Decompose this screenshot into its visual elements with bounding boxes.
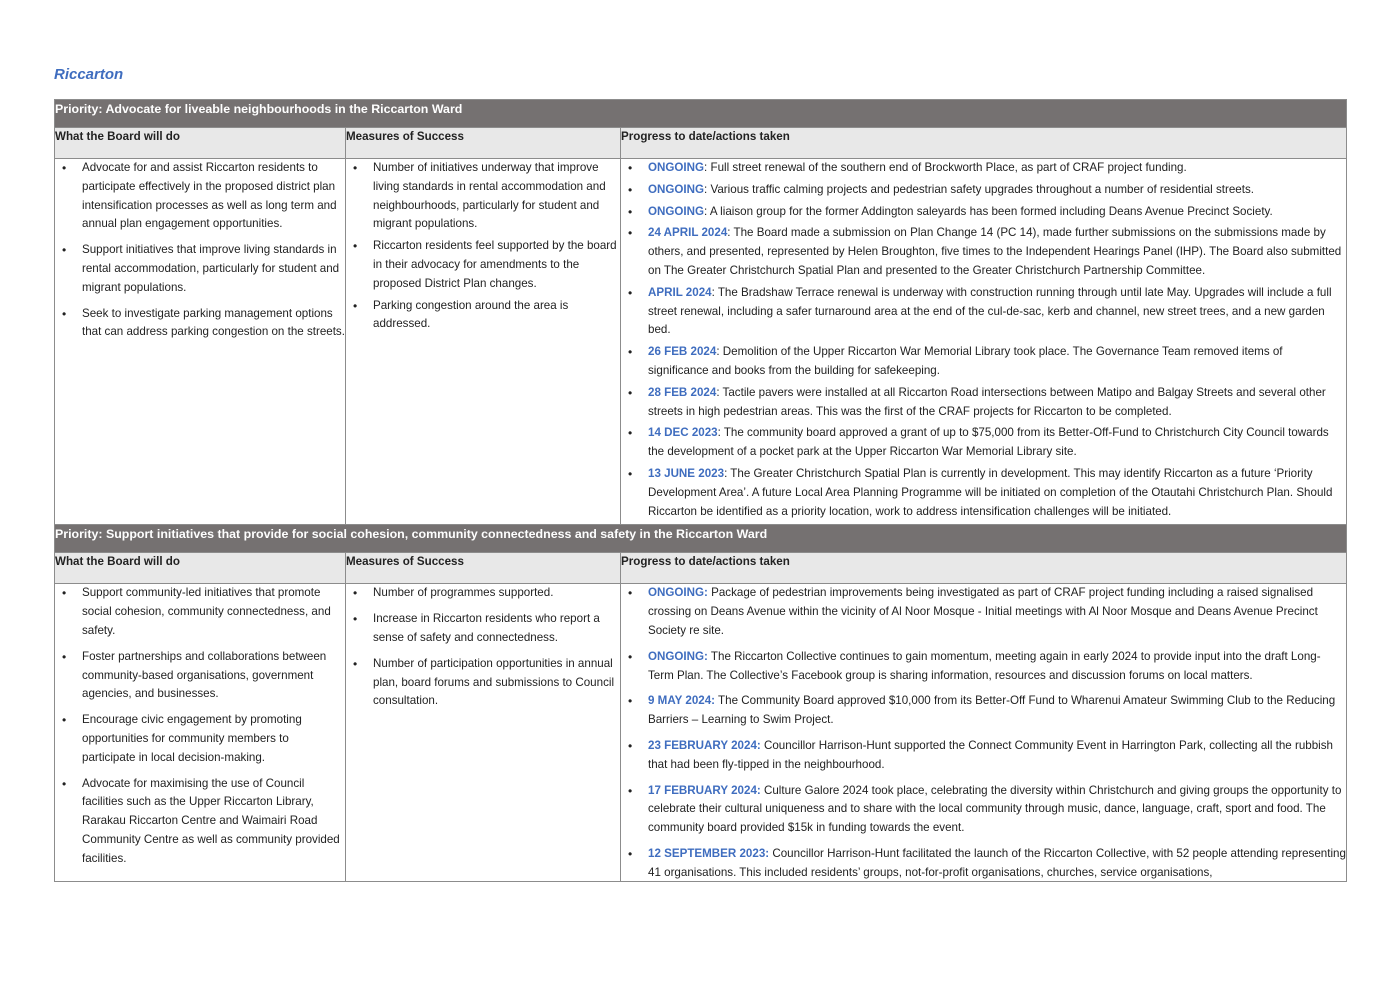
progress-item (621, 343, 1346, 381)
list-item: • Parking congestion around the area is addressed. (346, 297, 620, 335)
progress-item (621, 465, 1346, 521)
list-item: • Foster partnerships and collaborations between community-based organisations, government agencies, and businesses. (55, 648, 345, 704)
list-item: • Support initiatives that improve living standards in rental accommodation, particularly for student and migrant populations. (55, 241, 345, 297)
progress-item (621, 584, 1346, 640)
measures-list (346, 584, 620, 711)
priority-body-row (55, 159, 1347, 525)
column-header-progress: Progress to date/actions taken (621, 128, 1347, 159)
list-item: • Number of programmes supported. (346, 584, 620, 603)
priority-title: Priority: Support initiatives that provide for social cohesion, community connectedness and safety in the Riccarton Ward (55, 525, 1347, 553)
progress-item (621, 424, 1346, 462)
list-item: • Advocate for and assist Riccarton residents to participate effectively in the proposed district plan intensification processes as well as long term and annual plan engagement opportunities. (55, 159, 345, 234)
progress-text: Councillor Harrison-Hunt supported the Connect Community Event in Harrington Park, collecting all the rubbish that had been fly-tipped in the neighbourhood. (648, 738, 1333, 771)
list-item: • Advocate for maximising the use of Council facilities such as the Upper Riccarton Library, Rarakau Riccarton Centre and Waimairi Road Community Centre as well as community provided facilities. (55, 775, 345, 869)
list-item: • Support community-led initiatives that promote social cohesion, community connectedness, and safety. (55, 584, 345, 640)
progress-text: : Full street renewal of the southern end of Brockworth Place, as part of CRAF project funding. (704, 161, 1187, 174)
priority-body-row (55, 584, 1347, 882)
progress-date-tag: 9 MAY 2024: (648, 694, 716, 708)
progress-date-tag: 23 FEBRUARY 2024: (648, 738, 761, 752)
measures-cell (346, 159, 621, 525)
progress-date-tag: 28 FEB 2024 (648, 385, 717, 399)
priorities-table (54, 99, 1347, 882)
progress-item (621, 181, 1346, 200)
progress-item (621, 692, 1346, 730)
progress-item (621, 203, 1346, 222)
progress-item (621, 648, 1346, 686)
what-cell (55, 584, 346, 882)
progress-item (621, 845, 1346, 881)
progress-date-tag: ONGOING: (648, 649, 708, 663)
priority-header (55, 525, 1347, 553)
progress-date-tag: 13 JUNE 2023 (648, 466, 725, 480)
progress-text: : The Bradshaw Terrace renewal is underway with construction running through until late May. Upgrades will include a full street renewal, including a safer turnaround area at the end of the cul-de-sac, kerb and channel, new street trees, and a new garden bed. (648, 285, 1332, 337)
progress-text: : The Board made a submission on Plan Change 14 (PC 14), made further submissions on the submissions made by others, and presented, represented by Helen Broughton, five times to the Independent Hearings Panel (IHP). The Board also submitted on The Greater Christchurch Spatial Plan and presented to the Greater Christchurch Partnership Committee. (648, 226, 1342, 277)
list-item: • Number of initiatives underway that improve living standards in rental accommodation and neighbourhoods, particularly for student and migrant populations. (346, 159, 620, 234)
progress-item (621, 782, 1346, 838)
progress-date-tag: 12 SEPTEMBER 2023: (648, 846, 770, 860)
column-header-row (55, 128, 1347, 159)
column-header-progress: Progress to date/actions taken (621, 553, 1347, 584)
progress-text: : Various traffic calming projects and pedestrian safety upgrades throughout a number of residential streets. (704, 182, 1254, 196)
list-item: • Seek to investigate parking management options that can address parking congestion on the streets. (55, 305, 345, 343)
progress-date-tag: ONGOING (648, 204, 705, 218)
progress-item (621, 159, 1346, 178)
column-header-what: What the Board will do (55, 128, 346, 159)
progress-item (621, 384, 1346, 422)
progress-date-tag: 17 FEBRUARY 2024: (648, 783, 761, 797)
what-cell (55, 159, 346, 525)
progress-item (621, 737, 1346, 775)
what-list (55, 159, 345, 342)
progress-text: : The community board approved a grant of up to $75,000 from its Better-Off-Fund to Christchurch City Council towards the development of a pocket park at the Upper Riccarton War Memorial Library site. (648, 426, 1329, 459)
progress-text: : A liaison group for the former Addington saleyards has been formed including Deans Avenue Precinct Society. (704, 204, 1273, 218)
list-item: • Number of participation opportunities in annual plan, board forums and submissions to Council consultation. (346, 655, 620, 711)
column-header-what: What the Board will do (55, 553, 346, 584)
progress-cell (621, 159, 1347, 525)
column-header-measures: Measures of Success (346, 128, 621, 159)
progress-text: The Community Board approved $10,000 from its Better-Off Fund to Wharenui Amateur Swimming Club to the Reducing Barriers – Learning to Swim Project. (648, 694, 1336, 727)
progress-date-tag: ONGOING (648, 161, 705, 174)
column-header-measures: Measures of Success (346, 553, 621, 584)
progress-date-tag: 26 FEB 2024 (648, 345, 717, 359)
progress-text: Councillor Harrison-Hunt facilitated the launch of the Riccarton Collective, with 52 people attending representing 41 organisations. This included residents’ groups, not-for-profit organisations, churches, service organisations, (648, 846, 1346, 879)
progress-date-tag: ONGOING: (648, 586, 708, 600)
progress-text: : The Greater Christchurch Spatial Plan is currently in development. This may identify Riccarton as a future ‘Priority Development Area’. A future Local Area Planning Programme will be initiated on completion of the Otautahi Christchurch Plan. Should Riccarton be identified as a priority location, work to address intensification challenges will be initiated. (648, 466, 1333, 518)
what-list (55, 584, 345, 868)
progress-text: Culture Galore 2024 took place, celebrating the diversity within Christchurch and giving groups the opportunity to celebrate their cultural uniqueness and to share with the local community through music, dance, language, craft, sport and food. The community board provided $15k in funding towards the event. (648, 783, 1342, 835)
list-item: • Increase in Riccarton residents who report a sense of safety and connectedness. (346, 610, 620, 648)
priority-header (55, 100, 1347, 128)
list-item: • Riccarton residents feel supported by the board in their advocacy for amendments to the proposed District Plan changes. (346, 237, 620, 293)
measures-list (346, 159, 620, 334)
progress-date-tag: APRIL 2024 (648, 285, 712, 299)
progress-item (621, 224, 1346, 280)
progress-text: : Tactile pavers were installed at all Riccarton Road intersections between Matipo and Balgay Streets and several other streets in high pedestrian areas. This was the first of the CRAF projects for Riccarton to be completed. (648, 385, 1326, 418)
progress-date-tag: 14 DEC 2023 (648, 426, 718, 440)
progress-cell (621, 584, 1347, 882)
measures-cell (346, 584, 621, 882)
progress-text: Package of pedestrian improvements being investigated as part of CRAF project funding including a raised signalised crossing on Deans Avenue within the vicinity of Al Noor Mosque - Initial meetings with Al Noor Mosque and Deans Avenue Precinct Society re site. (648, 586, 1318, 637)
section-heading: Riccarton (54, 66, 124, 83)
progress-date-tag: 24 APRIL 2024 (648, 226, 728, 240)
progress-item (621, 284, 1346, 340)
list-item: • Encourage civic engagement by promoting opportunities for community members to participate in local decision-making. (55, 711, 345, 767)
progress-list (621, 159, 1346, 521)
progress-list (621, 584, 1346, 881)
priority-title: Priority: Advocate for liveable neighbourhoods in the Riccarton Ward (55, 100, 1347, 128)
progress-text: : Demolition of the Upper Riccarton War Memorial Library took place. The Governance Team removed items of significance and books from the building for safekeeping. (648, 345, 1283, 377)
column-header-row (55, 553, 1347, 584)
progress-date-tag: ONGOING (648, 182, 705, 196)
progress-text: The Riccarton Collective continues to gain momentum, meeting again in early 2024 to provide input into the draft Long-Term Plan. The Collective’s Facebook group is sharing information, resources and discussion forums on local matters. (648, 649, 1321, 682)
